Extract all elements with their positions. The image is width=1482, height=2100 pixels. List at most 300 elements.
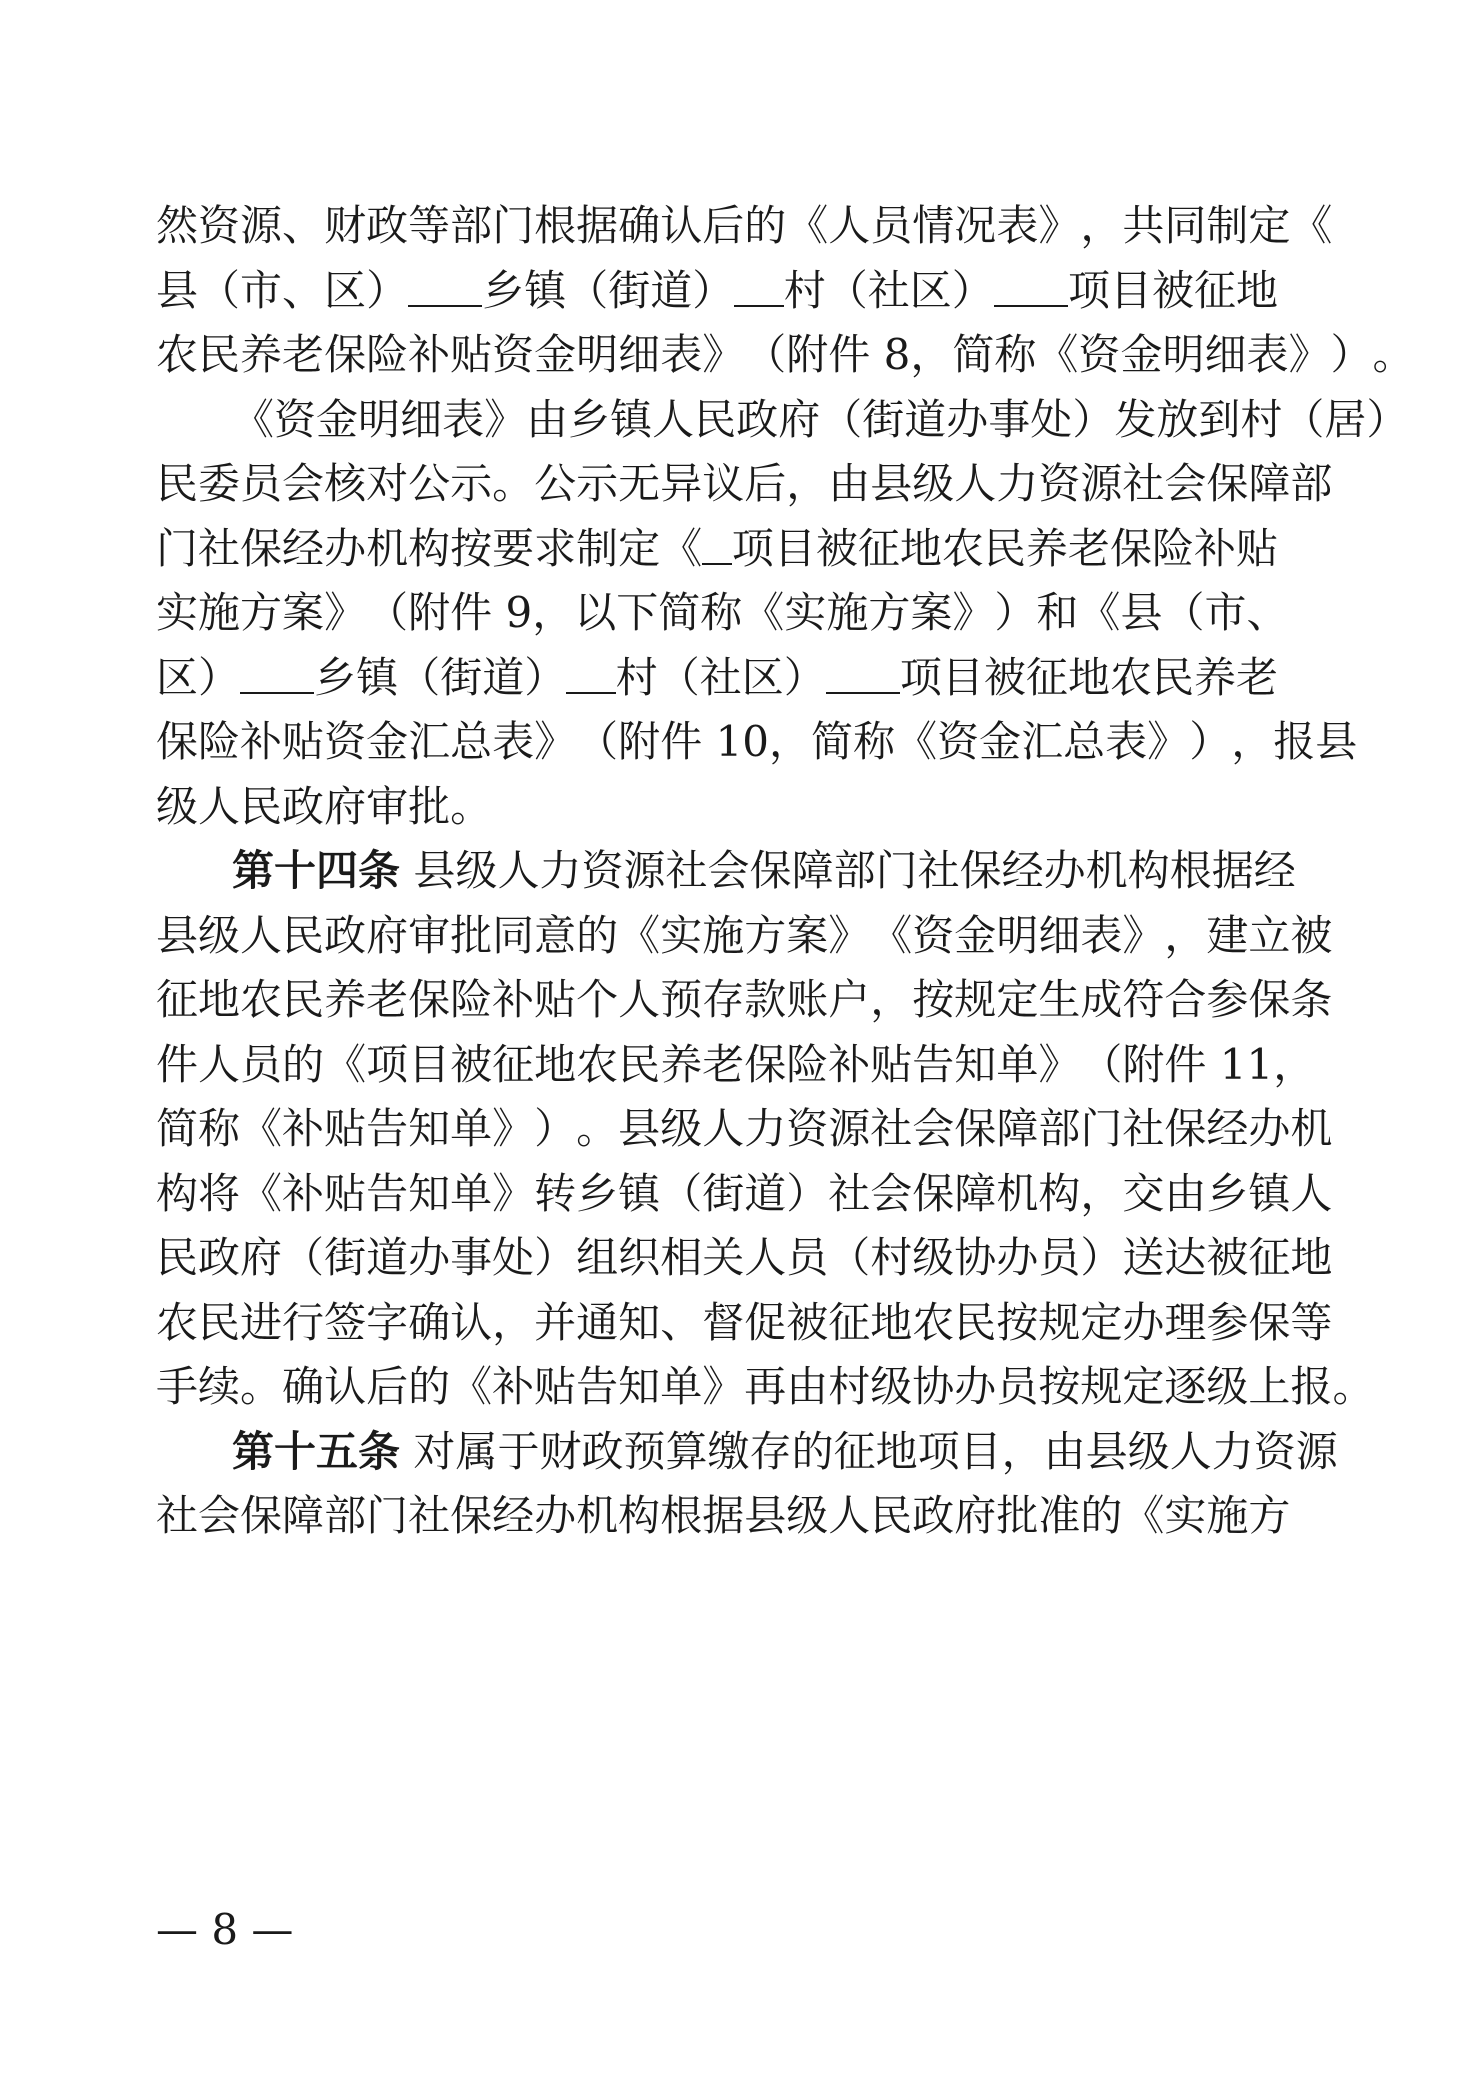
text-char: 0: [742, 717, 770, 766]
article-heading-char: 十: [274, 846, 317, 895]
text-char: 门: [366, 1491, 409, 1540]
text-char: 知: [618, 1298, 661, 1347]
text-char: 、: [660, 1298, 703, 1347]
text-line: [232, 841, 1296, 901]
text-char: 乡: [314, 653, 357, 702]
text-char: 公: [408, 459, 451, 508]
text-char: 门: [875, 846, 918, 895]
text-char: 字: [366, 1298, 409, 1347]
text-char: 地: [198, 975, 241, 1024]
text-line: [232, 1422, 1338, 1482]
text-char: 上: [1248, 1362, 1291, 1411]
text-char: 人: [702, 1104, 745, 1153]
text-char: 市: [240, 266, 283, 315]
text-char: 人: [954, 459, 997, 508]
text-char: 市: [1204, 588, 1247, 637]
text-char: 单: [450, 1169, 493, 1218]
text-char: 农: [1109, 653, 1152, 702]
text-char: 目: [773, 524, 816, 573]
text-char: 《: [742, 588, 785, 637]
text-char: 后: [744, 459, 787, 508]
text-char: 县: [744, 1491, 787, 1540]
text-char: 民: [870, 1491, 913, 1540]
text-char: 道: [650, 266, 693, 315]
text-char: 经: [1001, 846, 1044, 895]
text-char: 由: [1043, 1427, 1086, 1476]
text-char: 机: [1085, 846, 1128, 895]
text-char: 资: [492, 330, 535, 379]
fill-in-blank: [734, 265, 783, 307]
text-char: [702, 712, 715, 772]
text-char: 的: [1080, 1491, 1123, 1540]
article-heading-char: 十: [274, 1427, 317, 1476]
text-char: 。: [492, 459, 535, 508]
text-char: 附: [1122, 1040, 1165, 1089]
text-char: 等: [1290, 1298, 1333, 1347]
text-char: 关: [702, 1233, 745, 1282]
text-char: 知: [408, 1169, 451, 1218]
text-char: 《: [1122, 1491, 1165, 1540]
text-char: 处: [492, 1233, 535, 1282]
text-char: 项: [366, 1040, 409, 1089]
text-char: 民: [954, 1298, 997, 1347]
text-char: ，: [1273, 1040, 1316, 1089]
text-char: 县: [618, 1104, 661, 1153]
text-char: 表: [492, 717, 535, 766]
text-char: 简: [658, 588, 701, 637]
text-char: 级: [660, 1104, 703, 1153]
text-char: ，: [532, 588, 575, 637]
text-char: 《: [240, 1169, 283, 1218]
text-char: 事: [450, 1233, 493, 1282]
text-char: 》: [1288, 330, 1331, 379]
text-char: 民: [240, 782, 283, 831]
text-char: 资: [912, 911, 955, 960]
text-char: 和: [1036, 588, 1079, 637]
text-char: 保: [1109, 524, 1152, 573]
text-char: 镇: [610, 395, 653, 444]
text-char: 细: [1204, 330, 1247, 379]
text-char: 根: [534, 201, 577, 250]
text-char: 》: [492, 1169, 535, 1218]
text-char: 养: [324, 975, 367, 1024]
text-char: 参: [1206, 975, 1249, 1024]
text-char: 以: [574, 588, 617, 637]
text-char: 民: [1151, 653, 1194, 702]
text-char: 地: [870, 1298, 913, 1347]
text-char: 府: [778, 395, 821, 444]
text-char: 》: [1038, 201, 1081, 250]
text-char: 社: [828, 1169, 871, 1218]
text-char: 。: [1332, 1362, 1375, 1411]
text-char: 政: [912, 1491, 955, 1540]
text-char: ）: [1366, 395, 1409, 444]
text-line: [156, 906, 1333, 966]
text-char: ）: [534, 1233, 577, 1282]
text-char: 被: [450, 1040, 493, 1089]
text-char: 》: [828, 911, 871, 960]
text-char: 办: [1043, 846, 1086, 895]
text-char: （: [825, 266, 868, 315]
text-char: 府: [240, 1233, 283, 1282]
text-char: 表: [1105, 717, 1148, 766]
text-char: 认: [324, 1362, 367, 1411]
text-char: 乡: [576, 1169, 619, 1218]
text-char: 案: [282, 588, 325, 637]
text-char: 《: [232, 395, 275, 444]
text-char: 《: [1290, 201, 1333, 250]
text-char: 实: [156, 588, 199, 637]
text-char: 报: [1273, 717, 1316, 766]
text-char: 县: [1120, 588, 1163, 637]
text-char: 《: [324, 1040, 367, 1089]
text-char: 通: [576, 1298, 619, 1347]
text-char: 由: [828, 459, 871, 508]
text-char: （: [820, 395, 863, 444]
text-line: [156, 648, 1278, 708]
text-char: 乡: [1206, 1169, 1249, 1218]
text-char: 《: [240, 1104, 283, 1153]
text-char: 1: [1219, 1040, 1247, 1089]
text-char: 民: [156, 1233, 199, 1282]
text-char: 资: [581, 846, 624, 895]
fill-in-blank: [702, 523, 732, 565]
text-char: 资: [1038, 459, 1081, 508]
text-char: 同: [1164, 201, 1207, 250]
text-char: 人: [1290, 1169, 1333, 1218]
text-char: 级: [870, 1362, 913, 1411]
text-line: [156, 454, 1333, 514]
text-char: 养: [240, 330, 283, 379]
text-char: 施: [1206, 1491, 1249, 1540]
text-char: 经: [282, 524, 325, 573]
text-char: 到: [1198, 395, 1241, 444]
text-char: 老: [366, 975, 409, 1024]
text-char: 地: [899, 524, 942, 573]
text-char: 征: [1025, 653, 1068, 702]
text-line: [156, 1164, 1333, 1224]
text-char: 政: [282, 782, 325, 831]
text-char: 险: [786, 1040, 829, 1089]
text-char: 转: [534, 1169, 577, 1218]
text-char: 府: [366, 911, 409, 960]
text-char: 道: [482, 653, 525, 702]
text-char: 》: [952, 588, 995, 637]
text-char: （: [1080, 1040, 1123, 1089]
text-char: （: [198, 266, 241, 315]
text-char: 定: [1248, 201, 1291, 250]
text-char: 办: [324, 524, 367, 573]
text-char: 社: [198, 524, 241, 573]
text-char: ，: [769, 717, 812, 766]
text-char: 手: [156, 1362, 199, 1411]
text-char: （: [1162, 588, 1205, 637]
text-char: 的: [408, 1362, 451, 1411]
text-char: 立: [1248, 911, 1291, 960]
text-char: 根: [1169, 846, 1212, 895]
text-char: 属: [455, 1427, 498, 1476]
text-char: 按: [912, 975, 955, 1024]
text-char: 等: [408, 201, 451, 250]
text-char: 定: [618, 524, 661, 573]
text-char: 办: [1122, 1298, 1165, 1347]
text-char: 事: [988, 395, 1031, 444]
text-char: 项: [1067, 266, 1110, 315]
text-char: 同: [492, 911, 535, 960]
fill-in-blank: [994, 265, 1068, 307]
text-char: 施: [826, 588, 869, 637]
text-char: 简: [156, 1104, 199, 1153]
text-char: 人: [240, 911, 283, 960]
text-char: 账: [786, 975, 829, 1024]
text-char: 》: [324, 588, 367, 637]
text-char: 征: [492, 1040, 535, 1089]
text-char: 存: [749, 1427, 792, 1476]
text-char: 构: [156, 1169, 199, 1218]
text-char: 》: [484, 395, 527, 444]
text-char: 社: [1122, 1104, 1165, 1153]
text-char: 审: [366, 782, 409, 831]
text-char: 9: [505, 588, 533, 637]
article-heading-char: 第: [232, 846, 275, 895]
text-char: ）: [1080, 1233, 1123, 1282]
text-char: 件: [1164, 1040, 1207, 1089]
text-char: 机: [996, 1169, 1039, 1218]
text-char: 地: [1067, 653, 1110, 702]
text-char: 社: [917, 846, 960, 895]
text-char: 示: [576, 459, 619, 508]
text-char: 地: [875, 1427, 918, 1476]
text-char: 目: [959, 1427, 1002, 1476]
text-char: 补: [240, 717, 283, 766]
text-char: 条: [1290, 975, 1333, 1024]
text-char: 缴: [707, 1427, 750, 1476]
text-char: 规: [1038, 1298, 1081, 1347]
text-char: 资: [274, 395, 317, 444]
text-line: [156, 583, 1289, 643]
text-line: [156, 777, 1278, 837]
text-char: ）: [1189, 717, 1232, 766]
text-char: 组: [576, 1233, 619, 1282]
text-char: 障: [282, 1491, 325, 1540]
text-char: 部: [324, 1491, 367, 1540]
text-char: 员: [786, 1233, 829, 1282]
text-char: 协: [912, 1362, 955, 1411]
text-char: 《: [895, 717, 938, 766]
text-char: 力: [539, 846, 582, 895]
text-char: 保: [749, 846, 792, 895]
text-char: 按: [450, 524, 493, 573]
text-char: 资: [1078, 330, 1121, 379]
text-char: 知: [618, 1362, 661, 1411]
text-char: 认: [450, 1298, 493, 1347]
text-char: 由: [1164, 1169, 1207, 1218]
text-char: 实: [660, 911, 703, 960]
text-char: 镇: [356, 653, 399, 702]
text-char: 施: [198, 588, 241, 637]
text-char: 员: [996, 1362, 1039, 1411]
text-char: 由: [526, 395, 569, 444]
text-char: 贴: [1235, 524, 1278, 573]
text-char: 据: [702, 1491, 745, 1540]
text-char: 经: [1253, 846, 1296, 895]
text-char: 建: [1206, 911, 1249, 960]
text-char: 件: [660, 717, 703, 766]
text-char: ，: [1001, 1427, 1044, 1476]
text-char: 目: [408, 1040, 451, 1089]
text-char: 经: [492, 1491, 535, 1540]
text-char: 征: [1193, 266, 1236, 315]
text-char: ）: [994, 588, 1037, 637]
text-char: 后: [702, 201, 745, 250]
text-char: 异: [660, 459, 703, 508]
text-char: 构: [408, 524, 451, 573]
text-char: 会: [1164, 459, 1207, 508]
text-char: 险: [198, 717, 241, 766]
text-char: 村: [828, 1362, 871, 1411]
text-char: 金: [316, 395, 359, 444]
text-char: 示: [450, 459, 493, 508]
text-char: 、: [1246, 588, 1289, 637]
text-char: 总: [450, 717, 493, 766]
text-char: 于: [497, 1427, 540, 1476]
text-char: 障: [954, 1169, 997, 1218]
text-char: 民: [282, 911, 325, 960]
text-char: （: [828, 1233, 871, 1282]
text-char: 定: [1080, 1298, 1123, 1347]
text-line: [156, 196, 1333, 256]
text-char: 明: [1162, 330, 1205, 379]
text-char: 知: [408, 1104, 451, 1153]
text-char: 居: [1324, 395, 1367, 444]
text-char: 村: [1240, 395, 1283, 444]
text-char: ）: [786, 1169, 829, 1218]
text-char: 会: [870, 1169, 913, 1218]
text-char: 保: [240, 1491, 283, 1540]
text-char: （: [1282, 395, 1325, 444]
text-char: 农: [240, 975, 283, 1024]
text-char: [492, 583, 505, 643]
text-char: 补: [282, 1104, 325, 1153]
text-char: ）: [534, 1104, 577, 1153]
text-char: 审: [408, 911, 451, 960]
text-char: 预: [660, 975, 703, 1024]
text-char: 县: [1315, 717, 1358, 766]
text-char: 定: [1122, 1362, 1165, 1411]
text-char: 户: [828, 975, 871, 1024]
text-char: 被: [983, 653, 1026, 702]
text-char: 》: [1038, 1040, 1081, 1089]
text-char: 被: [1206, 1233, 1249, 1282]
text-char: 贴: [282, 717, 325, 766]
text-char: 项: [731, 524, 774, 573]
text-char: 办: [534, 1491, 577, 1540]
text-char: 保: [450, 1491, 493, 1540]
text-char: 单: [450, 1104, 493, 1153]
text-char: 员: [240, 459, 283, 508]
text-char: 道: [366, 1233, 409, 1282]
text-char: 。: [1372, 330, 1415, 379]
text-char: 金: [534, 330, 577, 379]
article-heading-char: 四: [316, 846, 359, 895]
text-char: [1206, 1035, 1219, 1095]
text-char: 被: [1151, 266, 1194, 315]
text-char: 汇: [1021, 717, 1064, 766]
text-char: 人: [618, 975, 661, 1024]
text-line: [156, 261, 1278, 321]
text-char: 办: [946, 395, 989, 444]
text-char: （: [657, 653, 700, 702]
text-char: 区: [324, 266, 367, 315]
text-char: 部: [1290, 459, 1333, 508]
text-char: 资: [1253, 1427, 1296, 1476]
text-char: 准: [1038, 1491, 1081, 1540]
text-char: 民: [198, 330, 241, 379]
text-char: 区: [741, 653, 784, 702]
text-char: （: [398, 653, 441, 702]
text-char: 公: [534, 459, 577, 508]
text-char: 补: [492, 1362, 535, 1411]
text-char: 、: [282, 201, 325, 250]
text-char: 《: [1036, 330, 1079, 379]
text-char: 会: [707, 846, 750, 895]
text-char: 交: [1122, 1169, 1165, 1218]
text-char: ，: [1080, 201, 1123, 250]
text-char: 办: [954, 1362, 997, 1411]
text-char: ，: [1164, 911, 1207, 960]
text-char: （: [660, 1169, 703, 1218]
text-char: 目: [1109, 266, 1152, 315]
text-char: 村: [870, 1233, 913, 1282]
text-char: 金: [979, 717, 1022, 766]
text-char: 财: [539, 1427, 582, 1476]
fill-in-blank: [240, 652, 314, 694]
text-char: 将: [198, 1169, 241, 1218]
text-char: 保: [1248, 1298, 1291, 1347]
text-char: 求: [534, 524, 577, 573]
text-char: 定: [996, 975, 1039, 1024]
text-char: 保: [954, 1104, 997, 1153]
text-char: 理: [1164, 1298, 1207, 1347]
text-char: 个: [576, 975, 619, 1024]
text-char: 细: [400, 395, 443, 444]
text-char: 县: [870, 459, 913, 508]
text-char: 项: [917, 1427, 960, 1476]
text-char: 人: [652, 395, 695, 444]
text-char: 源: [828, 1104, 871, 1153]
text-char: 共: [1122, 201, 1165, 250]
text-char: 源: [623, 846, 666, 895]
text-char: 知: [954, 1040, 997, 1089]
text-char: 道: [904, 395, 947, 444]
text-char: 批: [996, 1491, 1039, 1540]
text-char: 民: [156, 459, 199, 508]
text-char: 后: [366, 1362, 409, 1411]
text-char: 1: [715, 717, 743, 766]
text-char: 社: [699, 653, 742, 702]
text-char: 级: [455, 846, 498, 895]
text-char: 行: [282, 1298, 325, 1347]
text-char: （: [576, 717, 619, 766]
text-char: 细: [618, 330, 661, 379]
text-char: （: [566, 266, 609, 315]
text-char: ）: [1330, 330, 1373, 379]
text-char: 称: [853, 717, 896, 766]
text-char: 人: [198, 782, 241, 831]
text-char: 乡: [568, 395, 611, 444]
text-char: [870, 325, 883, 385]
text-char: 人: [497, 846, 540, 895]
